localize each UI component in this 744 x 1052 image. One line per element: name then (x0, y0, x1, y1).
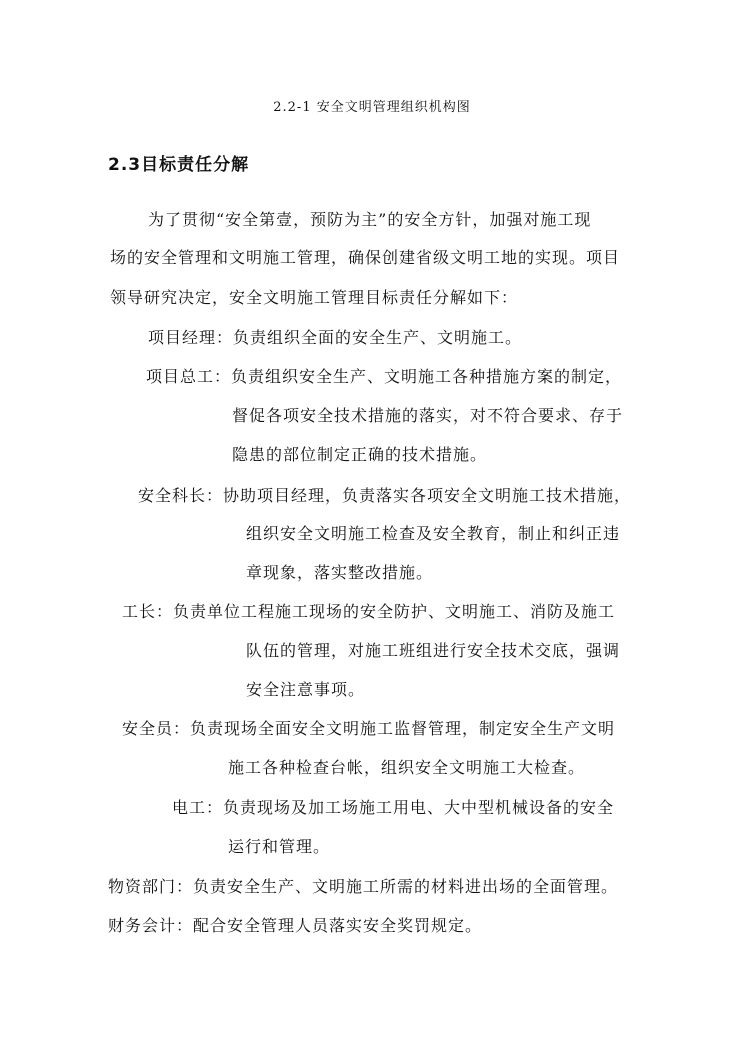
intro-line: 领导研究决定，安全文明施工管理目标责任分解如下： (110, 288, 519, 307)
intro-line: 场的安全管理和文明施工管理，确保创建省级文明工地的实现。项目 (110, 248, 621, 267)
duty-line: 隐患的部位制定正确的技术措施。 (232, 445, 488, 464)
section-heading: 2.3目标责任分解 (108, 155, 250, 175)
duty-line: 队伍的管理，对施工班组进行安全技术交底，强调 (246, 641, 621, 660)
duty-line: 安全科长：协助项目经理，负责落实各项安全文明施工技术措施， (138, 486, 632, 505)
duty-line: 组织安全文明施工检查及安全教育，制止和纠正违 (246, 524, 621, 543)
duty-line: 章现象，落实整改措施。 (246, 563, 434, 582)
duty-line: 项目总工：负责组织安全生产、文明施工各种措施方案的制定， (146, 367, 623, 386)
duty-line: 工长：负责单位工程施工现场的安全防护、文明施工、消防及施工 (122, 602, 616, 621)
duty-line: 施工各种检查台帐，组织安全文明施工大检查。 (228, 758, 586, 777)
duty-line: 安全员：负责现场全面安全文明施工监督管理，制定安全生产文明 (122, 719, 616, 738)
duty-line: 运行和管理。 (228, 837, 331, 856)
duty-line: 安全注意事项。 (246, 680, 366, 699)
duty-line: 项目经理：负责组织全面的安全生产、文明施工。 (148, 328, 523, 347)
figure-caption: 2.2-1 安全文明管理组织机构图 (273, 100, 471, 115)
duty-line: 物资部门：负责安全生产、文明施工所需的材料进出场的全面管理。 (108, 877, 619, 896)
intro-line: 为了贯彻“安全第壹，预防为主”的安全方针，加强对施工现 (148, 210, 592, 229)
duty-line: 财务会计：配合安全管理人员落实安全奖罚规定。 (108, 916, 483, 935)
duty-line: 电工：负责现场及加工场施工用电、大中型机械设备的安全 (172, 798, 615, 817)
duty-line: 督促各项安全技术措施的落实，对不符合要求、存于 (232, 406, 624, 425)
